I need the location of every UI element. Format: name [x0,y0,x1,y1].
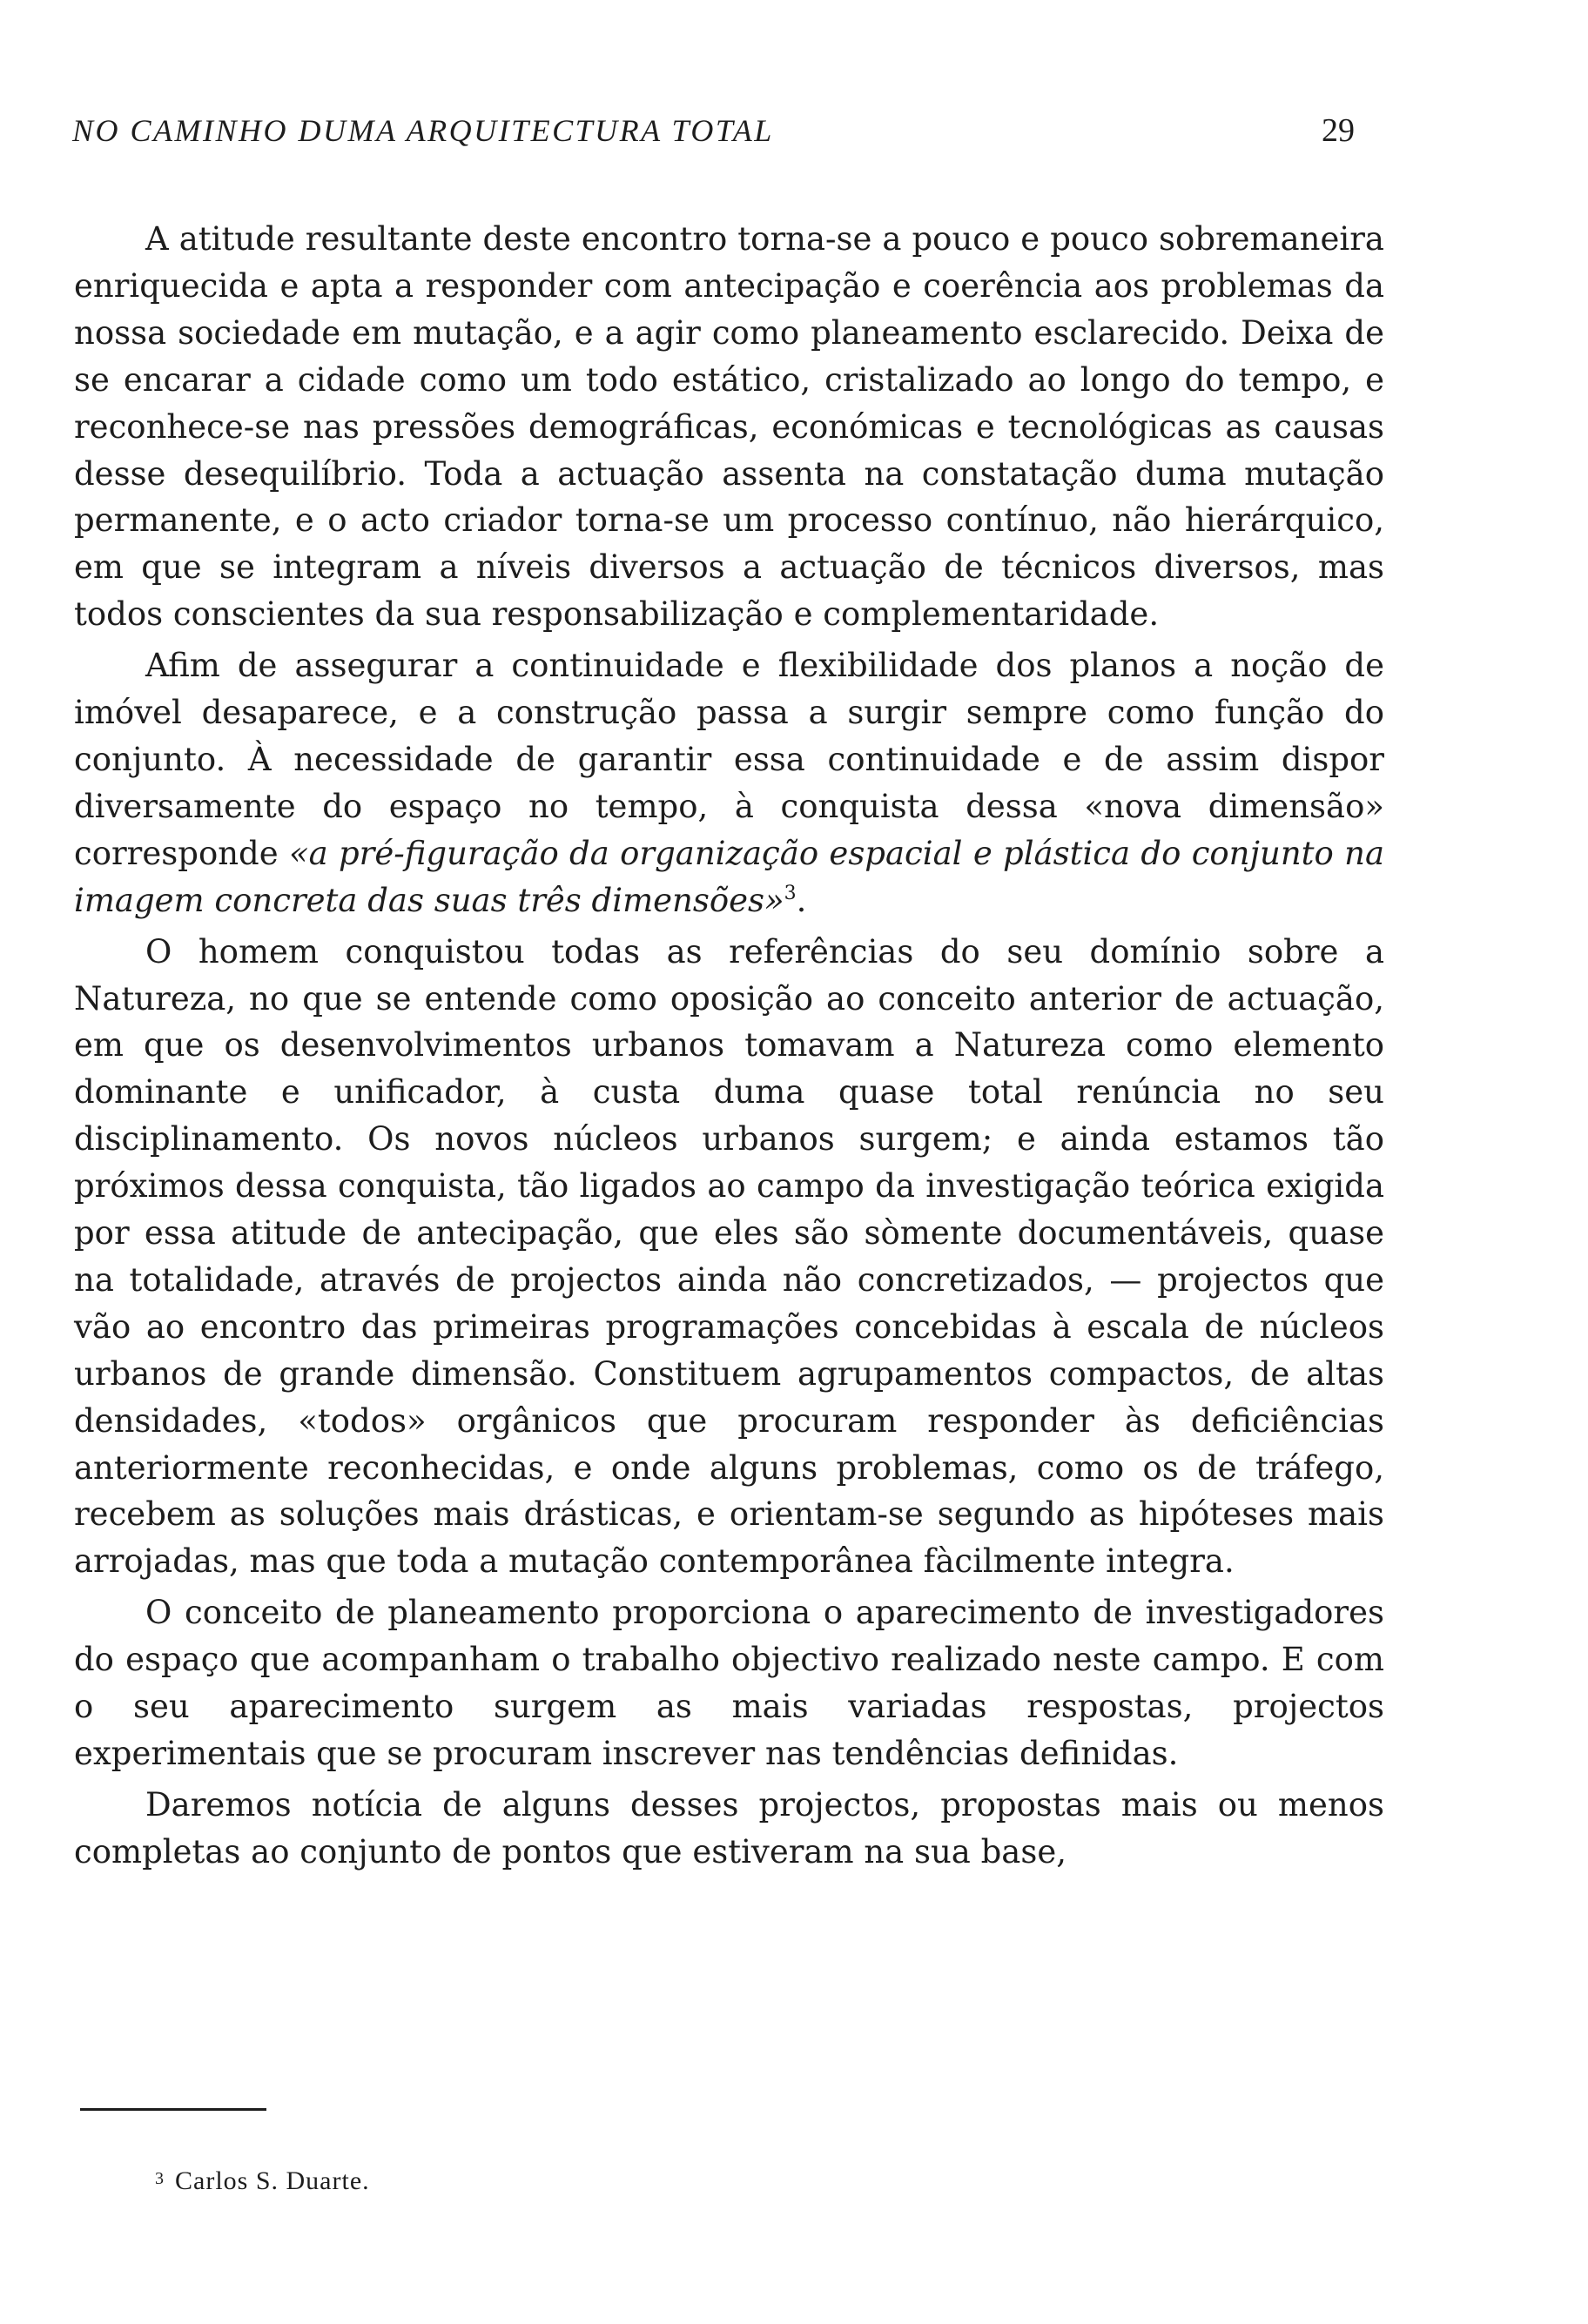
paragraph-4: O conceito de planeamento proporciona o aparecimento de investigadores do espaço que acompanham o trabalho objectivo realizado neste campo. E com o seu aparecimento surgem as mais variadas respostas, projectos experimentais que se procuram inscrever nas tendências definidas. [74,1594,1384,1772]
quotation: «a pré-figuração da organização espacial e plástica do conjunto na imagem concreta das suas três dimensões» [74,834,1385,919]
footnote-reference: 3 [784,882,797,904]
footnote-mark: 3 [155,2169,165,2188]
paragraph-2-end: . [796,881,807,919]
paragraph-3: O homem conquistou todas as referências do seu domínio sobre a Natureza, no que se entende como oposição ao conceito anterior de actuação, em que os desenvolvimentos urbanos tomavam a Natureza como elemento dominante e unificador, à custa duma quase total renúncia no seu disciplinamento. Os novos núcleos urbanos surgem; e ainda estamos tão próximos dessa conquista, tão ligados ao campo da investigação teórica exigida por essa atitude de antecipação, que eles são sòmente documentáveis, quase na totalidade, através de projectos ainda não concretizados, — projectos que vão ao encontro das primeiras programações concebidas à escala de núcleos urbanos de grande dimensão. Constituem agrupamentos compactos, de altas densidades, «todos» orgânicos que procuram responder às deficiências anteriormente reconhecidas, e onde alguns problemas, como os de tráfego, recebem as soluções mais drásticas, e orientam-se segundo as hipóteses mais arrojadas, mas que toda a mutação contemporânea fàcilmente integra. [74,932,1384,1581]
running-head-title: NO CAMINHO DUMA ARQUITECTURA TOTAL [72,113,774,148]
body-text [74,216,1384,1876]
page-number: 29 [1322,112,1355,149]
paragraph-1: A atitude resultante deste encontro torna-se a pouco e pouco sobremaneira enriquecida e apta a responder com antecipação e coerência aos problemas da nossa sociedade em mutação, e a agir como planeamento esclarecido. Deixa de se encarar a cidade como um todo estático, cristalizado ao longo do tempo, e reconhece-se nas pressões demográficas, económicas e tecnológicas as causas desse desequilíbrio. Toda a actuação assenta na constatação duma mutação permanente, e o acto criador torna-se um processo contínuo, não hierárquico, em que se integram a níveis diversos a actuação de técnicos diversos, mas todos conscientes da sua responsabilização e complementaridade. [74,220,1384,634]
footnote-divider [80,2108,266,2111]
paragraph-2-text: Afim de assegurar a continuidade e flexibilidade dos planos a noção de imóvel desaparece, e a construção passa a surgir sempre como função do conjunto. À necessidade de garantir essa continuidade e de assim dispor diversamente do espaço no tempo, à conquista dessa «nova dimensão» corresponde [74,647,1384,872]
footnote-text: Carlos S. Duarte. [175,2166,370,2195]
footnote [155,2164,370,2196]
paragraph-2 [74,642,1384,924]
paragraph-5: Daremos notícia de alguns desses projectos, propostas mais ou menos completas ao conjunto de pontos que estiveram na sua base, [74,1785,1384,1871]
